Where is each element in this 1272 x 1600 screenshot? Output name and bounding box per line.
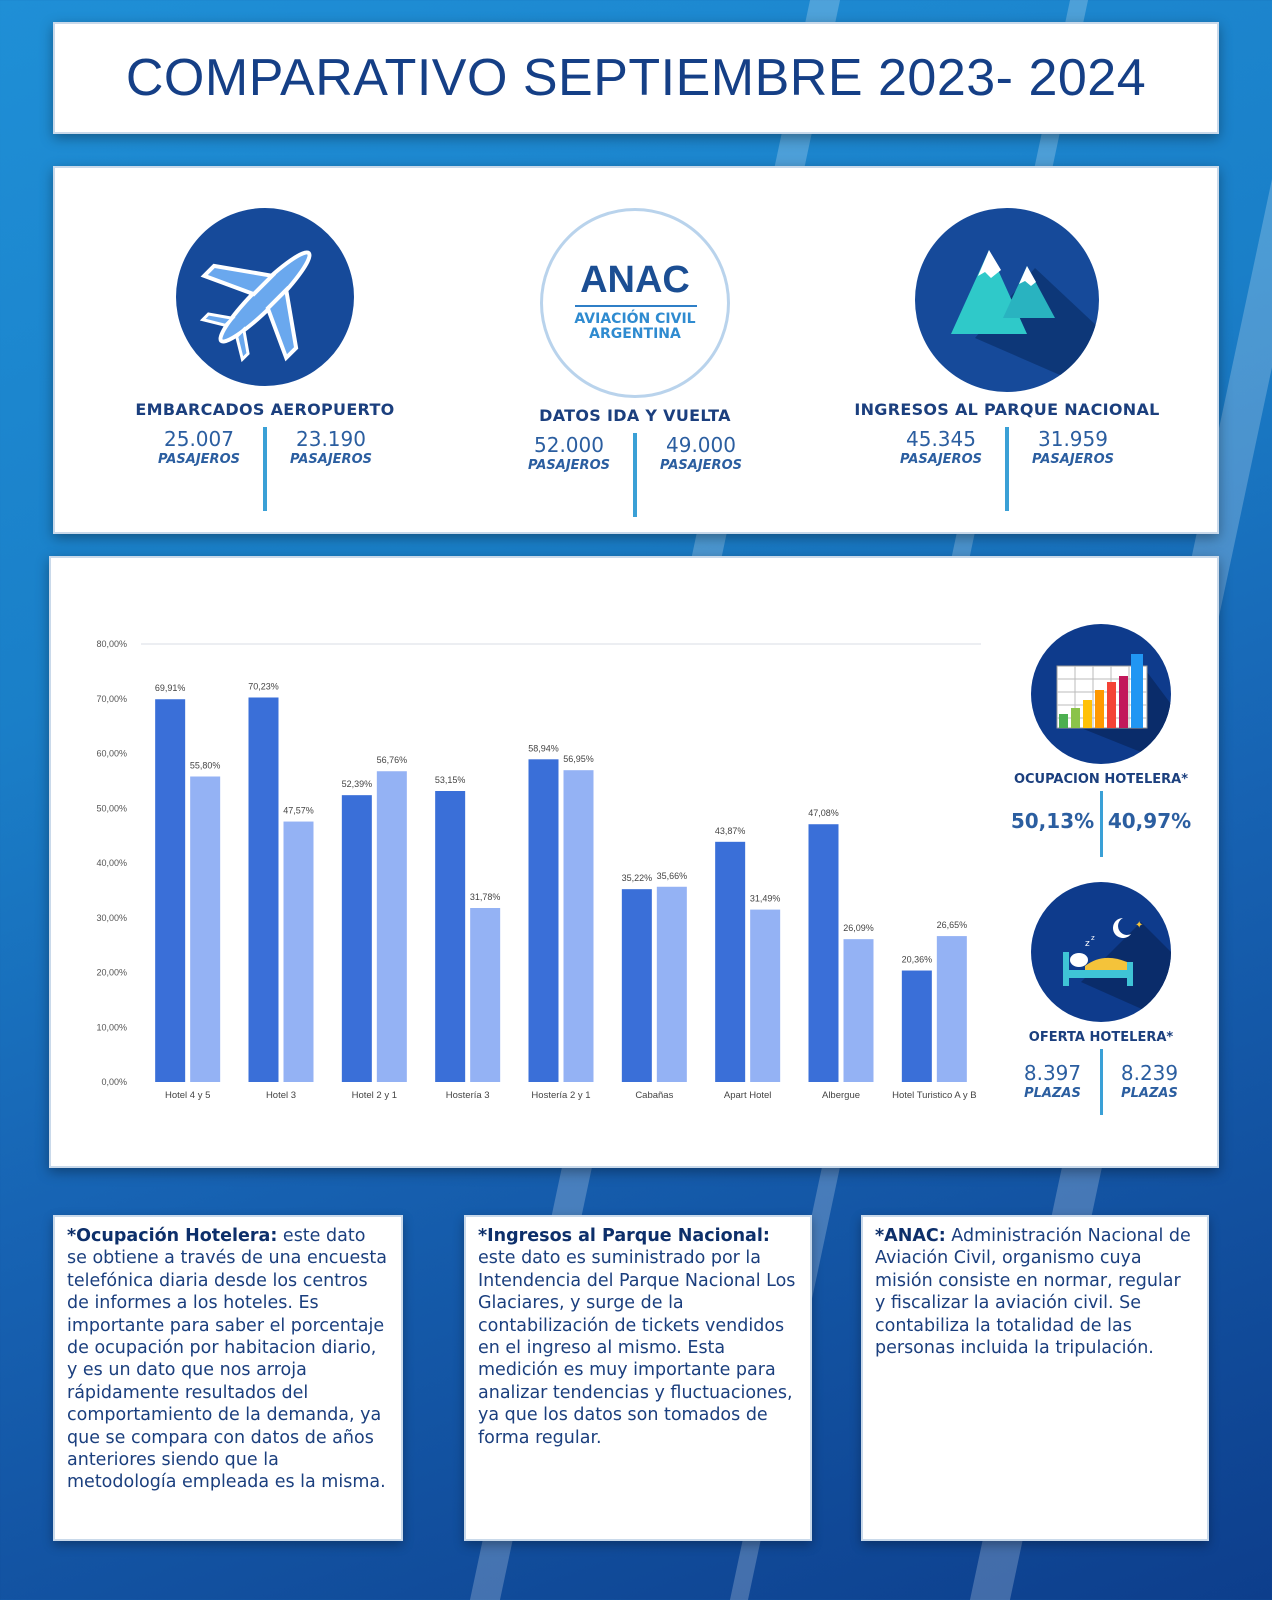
side-occupancy-2024: 40,97% <box>1107 809 1192 833</box>
y-tick-label: 30,00% <box>96 912 127 923</box>
mountain-icon <box>915 208 1099 392</box>
anac-logo-line1: AVIACIÓN CIVIL <box>574 311 696 327</box>
data-label: 26,09% <box>843 923 874 934</box>
stat-anac-2023: 52.000 <box>534 433 604 457</box>
stat-airport-2024: 23.190 <box>296 427 366 451</box>
x-tick-label: Hotel 4 y 5 <box>164 1090 211 1101</box>
x-tick-label: Cabañas <box>635 1090 674 1101</box>
data-label: 69,91% <box>154 683 186 694</box>
stat-unit: PLAZAS <box>1121 1086 1178 1101</box>
note-text: Administración Nacional de Aviación Civil, organismo cuya misión consiste en normar, regular y fiscalizar la aviación civil. Se contabiliza la totalidad de las personas incluida la tripulación. <box>875 1226 1191 1359</box>
y-tick-label: 50,00% <box>96 803 127 814</box>
bar <box>937 936 967 1082</box>
anac-logo-rule <box>575 305 697 307</box>
data-label: 56,95% <box>563 754 594 765</box>
occupancy-bar-chart <box>91 624 991 1124</box>
bar <box>342 795 372 1082</box>
bar <box>377 771 407 1082</box>
chart-card <box>49 556 1219 1168</box>
stat-anac-label: DATOS IDA Y VUELTA <box>539 406 731 425</box>
bar <box>284 822 314 1082</box>
data-label: 70,23% <box>248 681 279 692</box>
x-tick-label: Apart Hotel <box>723 1090 772 1101</box>
divider <box>263 427 267 511</box>
stat-unit: PASAJEROS <box>158 452 240 467</box>
x-tick-label: Albergue <box>821 1090 861 1101</box>
stat-anac <box>465 208 805 517</box>
side-supply <box>991 882 1211 1115</box>
stat-unit: PASAJEROS <box>1032 452 1114 467</box>
note-occupancy <box>53 1215 403 1541</box>
bar <box>470 908 500 1082</box>
data-label: 55,80% <box>189 760 221 771</box>
svg-text:z: z <box>1085 939 1090 949</box>
note-heading: *ANAC: <box>875 1226 946 1246</box>
stat-airport-label: EMBARCADOS AEROPUERTO <box>135 400 395 419</box>
bar <box>435 791 465 1082</box>
bar <box>155 699 185 1082</box>
stat-unit: PASAJEROS <box>660 458 742 473</box>
page-title: COMPARATIVO SEPTIEMBRE 2023- 2024 <box>125 49 1147 107</box>
svg-text:z: z <box>1091 934 1095 942</box>
stat-unit: PLAZAS <box>1024 1086 1081 1101</box>
bar <box>564 770 594 1082</box>
side-supply-label: OFERTA HOTELERA* <box>1028 1030 1174 1045</box>
note-text: este dato es suministrado por la Intendencia del Parque Nacional Los Glaciares, y surge de la contabilización de tickets vendidos en el ingreso al mismo. Esta medición es muy importante para analizar tendencias y fluctuaciones, ya que los datos son tomados de forma regular. <box>478 1248 796 1448</box>
side-occupancy-2023: 50,13% <box>1010 809 1095 833</box>
side-supply-2024: 8.239 <box>1120 1061 1179 1085</box>
y-tick-label: 80,00% <box>96 639 127 649</box>
x-tick-label: Hostería 3 <box>445 1090 490 1101</box>
stat-unit: PASAJEROS <box>528 458 610 473</box>
side-occupancy <box>991 624 1211 857</box>
data-label: 47,57% <box>283 805 314 816</box>
divider <box>633 433 637 517</box>
bar <box>249 697 279 1082</box>
note-heading: *Ocupación Hotelera: <box>67 1226 278 1246</box>
stat-unit: PASAJEROS <box>900 452 982 467</box>
y-tick-label: 20,00% <box>96 967 127 978</box>
data-label: 26,65% <box>936 920 968 931</box>
data-label: 56,76% <box>376 755 408 766</box>
note-park <box>464 1215 812 1541</box>
data-label: 31,49% <box>749 893 781 904</box>
divider <box>1005 427 1009 511</box>
bar <box>657 887 687 1082</box>
x-tick-label: Hotel 2 y 1 <box>351 1090 398 1101</box>
data-label: 35,22% <box>621 873 653 884</box>
stat-anac-2024: 49.000 <box>666 433 736 457</box>
anac-logo-name: ANAC <box>580 259 690 301</box>
note-text: este dato se obtiene a través de una encuesta telefónica diaria desde los centros de informes a los hoteles. Es importante para saber el porcentaje de ocupación por habitacion diario, y es un dato que nos arroja rápidamente resultados del comportamiento de la demanda, ya que se compara con datos de años anteriores siendo que la metodología empleada es la misma. <box>67 1226 387 1493</box>
data-label: 43,87% <box>714 825 746 836</box>
stat-park-2023: 45.345 <box>906 427 976 451</box>
anac-logo-line2: ARGENTINA <box>589 326 681 342</box>
bed-icon <box>1031 882 1171 1022</box>
data-label: 47,08% <box>808 808 839 819</box>
title-card <box>53 22 1219 134</box>
bar <box>902 971 932 1082</box>
y-tick-label: 60,00% <box>96 748 127 759</box>
data-label: 31,78% <box>469 892 501 903</box>
data-label: 20,36% <box>901 954 933 965</box>
bar <box>809 824 839 1082</box>
bar <box>750 910 780 1082</box>
y-tick-label: 70,00% <box>96 693 127 704</box>
bar <box>844 939 874 1082</box>
stats-card <box>53 166 1219 534</box>
side-occupancy-label: OCUPACION HOTELERA* <box>1013 772 1189 787</box>
data-label: 35,66% <box>656 870 688 881</box>
stat-unit: PASAJEROS <box>290 452 372 467</box>
x-tick-label: Hotel Turistico A y B <box>892 1090 977 1101</box>
data-label: 58,94% <box>528 743 559 754</box>
y-tick-label: 0,00% <box>101 1077 127 1087</box>
note-heading: *Ingresos al Parque Nacional: <box>478 1226 770 1246</box>
stat-park <box>837 208 1177 511</box>
bar <box>622 889 652 1082</box>
data-label: 52,39% <box>341 779 373 790</box>
stat-airport-2023: 25.007 <box>164 427 234 451</box>
side-supply-2023: 8.397 <box>1023 1061 1082 1085</box>
stat-airport <box>95 208 435 511</box>
anac-logo <box>540 208 730 398</box>
bar <box>715 842 745 1082</box>
stat-park-2024: 31.959 <box>1038 427 1108 451</box>
airplane-icon <box>176 208 354 386</box>
bar <box>190 776 220 1082</box>
x-tick-label: Hotel 3 <box>265 1090 297 1101</box>
divider <box>1100 1049 1103 1115</box>
bar <box>529 759 559 1082</box>
stat-park-label: INGRESOS AL PARQUE NACIONAL <box>854 400 1160 419</box>
divider <box>1100 791 1103 857</box>
x-tick-label: Hostería 2 y 1 <box>531 1090 591 1101</box>
y-tick-label: 40,00% <box>96 858 127 868</box>
y-tick-label: 10,00% <box>96 1022 127 1033</box>
svg-text:✦: ✦ <box>1135 920 1144 931</box>
data-label: 53,15% <box>434 775 466 786</box>
note-anac <box>861 1215 1209 1541</box>
bar-chart-icon <box>1031 624 1171 764</box>
